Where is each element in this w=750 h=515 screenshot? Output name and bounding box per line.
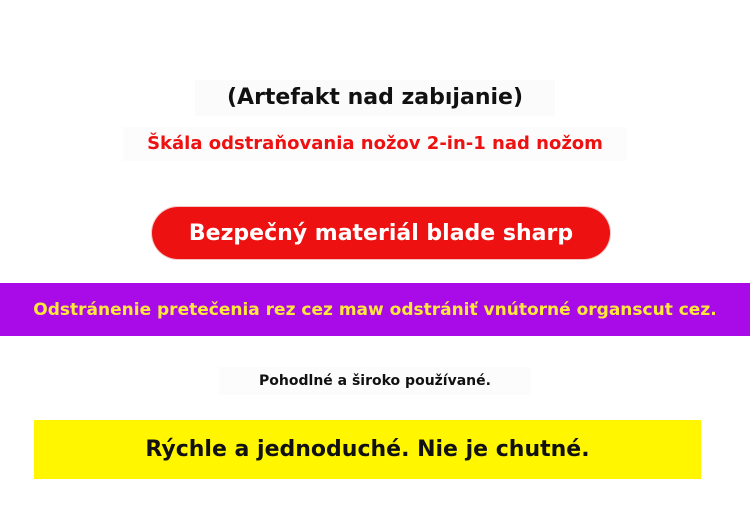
- yellow-banner: [34, 420, 701, 479]
- red-pill-banner: [152, 207, 610, 259]
- pill-banner-text: Bezpečný materiál blade sharp: [188, 220, 574, 246]
- purple-band: [0, 283, 750, 336]
- purple-band-text: Odstránenie pretečenia rez cez maw odstrániť vnútorné organscut cez.: [33, 299, 717, 320]
- note-row: [0, 367, 750, 395]
- page-subtitle: Škála odstraňovania nožov 2-in-1 nad nožom: [123, 127, 627, 161]
- yellow-banner-text: Rýchle a jednoduché. Nie je chutné.: [145, 437, 590, 462]
- page-title: (Artefakt nad zabıjanie): [195, 80, 555, 116]
- title-row: [0, 80, 750, 116]
- note-text: Pohodlné a široko používané.: [219, 367, 531, 395]
- subtitle-row: [0, 127, 750, 161]
